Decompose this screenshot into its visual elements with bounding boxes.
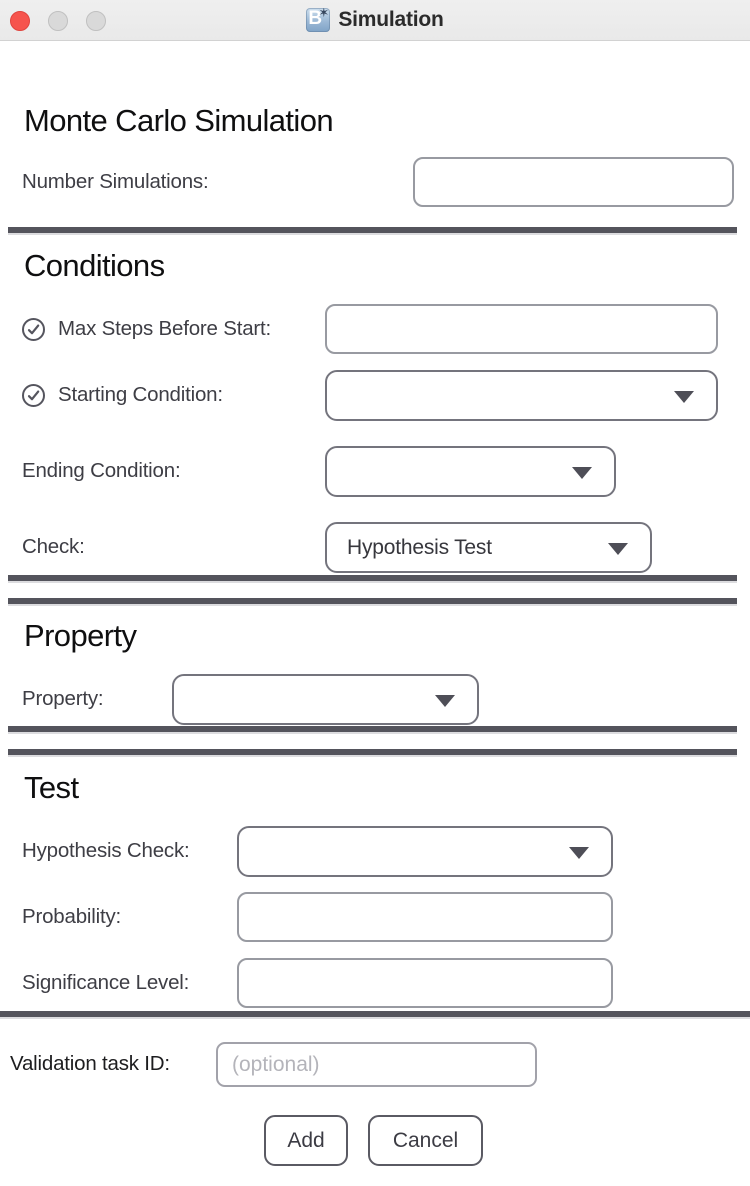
chevron-down-icon xyxy=(608,543,628,555)
significance-level-label: Significance Level: xyxy=(22,971,190,994)
number-simulations-input[interactable] xyxy=(413,157,734,207)
ending-condition-dropdown[interactable] xyxy=(325,446,616,497)
app-icon-letter: B xyxy=(308,8,323,29)
property-label: Property: xyxy=(22,687,104,710)
check-value: Hypothesis Test xyxy=(347,535,492,559)
check-label: Check: xyxy=(22,535,85,558)
titlebar xyxy=(0,0,750,41)
hypothesis-check-dropdown[interactable] xyxy=(237,826,613,877)
conditions-heading: Conditions xyxy=(24,248,165,283)
checkbox-checked-icon xyxy=(21,383,46,408)
title-group xyxy=(306,8,443,32)
validation-task-id-label: Validation task ID: xyxy=(10,1052,170,1075)
starting-condition-label: Starting Condition: xyxy=(58,383,223,406)
max-steps-checkbox[interactable] xyxy=(21,317,46,342)
ending-condition-label: Ending Condition: xyxy=(22,459,181,482)
probability-input[interactable] xyxy=(237,892,613,942)
section-divider xyxy=(8,726,737,732)
max-steps-input[interactable] xyxy=(325,304,718,354)
zoom-button xyxy=(86,11,106,31)
property-dropdown[interactable] xyxy=(172,674,479,725)
app-icon-spark: ✶ xyxy=(318,8,330,20)
probability-label: Probability: xyxy=(22,905,122,928)
max-steps-label: Max Steps Before Start: xyxy=(58,317,272,340)
section-divider xyxy=(8,749,737,755)
chevron-down-icon xyxy=(569,847,589,859)
significance-level-input[interactable] xyxy=(237,958,613,1008)
section-divider xyxy=(0,1011,750,1017)
chevron-down-icon xyxy=(674,391,694,403)
starting-condition-dropdown[interactable] xyxy=(325,370,718,421)
minimize-button xyxy=(48,11,68,31)
number-simulations-label: Number Simulations: xyxy=(22,170,209,193)
window-controls xyxy=(0,0,106,41)
monte-carlo-heading: Monte Carlo Simulation xyxy=(24,103,334,138)
close-button[interactable] xyxy=(10,11,30,31)
cancel-button[interactable]: Cancel xyxy=(368,1115,483,1166)
chevron-down-icon xyxy=(572,467,592,479)
validation-task-id-input[interactable] xyxy=(216,1042,537,1087)
starting-condition-checkbox[interactable] xyxy=(21,383,46,408)
check-dropdown[interactable] xyxy=(325,522,652,573)
section-divider xyxy=(8,227,737,233)
property-heading: Property xyxy=(24,618,137,653)
hypothesis-check-label: Hypothesis Check: xyxy=(22,839,190,862)
section-divider xyxy=(8,598,737,604)
test-heading: Test xyxy=(24,770,79,805)
checkbox-checked-icon xyxy=(21,317,46,342)
section-divider xyxy=(8,575,737,581)
window-title: Simulation xyxy=(338,8,444,31)
app-icon xyxy=(306,8,330,32)
chevron-down-icon xyxy=(435,695,455,707)
add-button[interactable]: Add xyxy=(264,1115,348,1166)
